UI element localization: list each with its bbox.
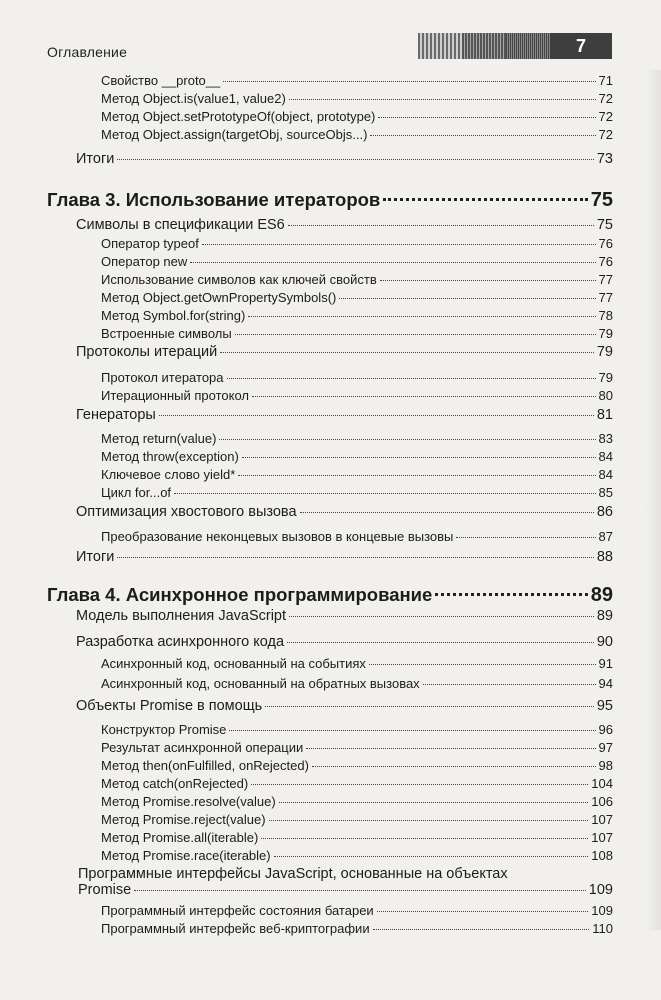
toc-entry-title: Метод Promise.all(iterable) xyxy=(101,830,259,845)
toc-entry xyxy=(101,449,613,464)
dot-leader xyxy=(117,158,594,160)
toc-entry xyxy=(101,388,613,403)
toc-entry-title: Promise xyxy=(78,882,132,898)
dot-leader xyxy=(288,224,594,226)
toc-entry xyxy=(101,485,613,500)
toc-entry xyxy=(101,467,613,482)
toc-entry xyxy=(101,73,613,88)
toc-entry-page: 77 xyxy=(598,290,613,305)
dot-leader xyxy=(456,536,595,538)
toc-entry-title: Оператор typeof xyxy=(101,236,199,251)
dot-leader xyxy=(252,395,596,397)
toc-entry-page: 80 xyxy=(598,388,613,403)
toc-entry-title: Оператор new xyxy=(101,254,188,269)
toc-entry xyxy=(101,272,613,287)
toc-entry-title: Метод throw(exception) xyxy=(101,449,239,464)
toc-entry xyxy=(101,236,613,251)
toc-entry-page: 104 xyxy=(591,776,613,791)
toc-entry-page: 76 xyxy=(598,236,613,251)
toc-entry-page: 89 xyxy=(596,608,613,624)
dot-leader xyxy=(134,889,586,891)
dot-leader xyxy=(235,333,596,335)
dot-leader xyxy=(312,765,596,767)
toc-entry xyxy=(101,529,613,544)
toc-entry xyxy=(101,740,613,755)
dot-leader xyxy=(202,243,596,245)
toc-entry-page: 79 xyxy=(598,326,613,341)
toc-entry xyxy=(76,608,613,624)
chapter-heading xyxy=(47,584,613,607)
dot-leader xyxy=(265,705,594,707)
toc-entry-title: Свойство __proto__ xyxy=(101,73,221,88)
toc-entry xyxy=(76,549,613,565)
dot-leader xyxy=(279,801,589,803)
toc-entry-title: Глава 4. Асинхронное программирование xyxy=(47,584,433,605)
toc-entry-title: Итоги xyxy=(76,151,115,167)
toc-entry-title: Протокол итератора xyxy=(101,370,224,385)
toc-entry xyxy=(101,290,613,305)
dot-leader xyxy=(251,783,588,785)
toc-entry-title: Программный интерфейс веб-криптографии xyxy=(101,921,370,936)
toc-entry-title: Преобразование неконцевых вызовов в концевые вызовы xyxy=(101,529,454,544)
toc-entry-page: 72 xyxy=(598,91,613,106)
dot-leader xyxy=(339,297,595,299)
page-number: 7 xyxy=(550,33,612,59)
dot-leader xyxy=(220,351,594,353)
toc-entry xyxy=(101,127,613,142)
toc-entry-page: 75 xyxy=(596,217,613,233)
dot-leader xyxy=(289,98,596,100)
toc-entry-page: 71 xyxy=(598,73,613,88)
dot-leader xyxy=(380,279,596,281)
toc-entry xyxy=(101,758,613,773)
toc-entry xyxy=(101,91,613,106)
toc-entry xyxy=(101,848,613,863)
dot-leader xyxy=(289,615,594,617)
toc-entry-title: Протоколы итераций xyxy=(76,344,218,360)
dot-leader xyxy=(227,377,596,379)
toc-entry-title: Программный интерфейс состояния батареи xyxy=(101,903,374,918)
toc-entry-page: 79 xyxy=(598,370,613,385)
dot-leader xyxy=(306,747,595,749)
dot-leader xyxy=(369,663,596,665)
dot-leader xyxy=(190,261,595,263)
toc-entry-page: 78 xyxy=(598,308,613,323)
dot-leader xyxy=(174,492,595,494)
toc-entry-page: 90 xyxy=(596,634,613,650)
toc-entry xyxy=(101,812,613,827)
toc-entry-page: 109 xyxy=(588,882,613,898)
toc-entry-title: Модель выполнения JavaScript xyxy=(76,608,287,624)
toc-entry-page: 85 xyxy=(598,485,613,500)
toc-entry-page: 81 xyxy=(596,407,613,423)
toc-entry-page: 95 xyxy=(596,698,613,714)
toc-entry xyxy=(101,676,613,691)
dot-leader xyxy=(377,910,589,912)
dot-leader xyxy=(378,116,595,118)
toc-entry-page: 98 xyxy=(598,758,613,773)
dot-leader xyxy=(287,641,594,643)
toc-entry-title: Результат асинхронной операции xyxy=(101,740,304,755)
toc-entry-page: 73 xyxy=(596,151,613,167)
page-edge-shadow xyxy=(645,70,661,930)
dot-leader xyxy=(219,438,595,440)
dot-leader xyxy=(435,592,587,596)
toc-entry-title: Метод Promise.race(iterable) xyxy=(101,848,271,863)
toc-entry-page: 79 xyxy=(596,344,613,360)
toc-entry-page: 107 xyxy=(591,812,613,827)
toc-entry-page: 87 xyxy=(598,529,613,544)
toc-entry-title: Метод Object.setPrototypeOf(object, prototype) xyxy=(101,109,376,124)
toc-entry-title: Метод return(value) xyxy=(101,431,217,446)
toc-entry-page: 77 xyxy=(598,272,613,287)
toc-entry xyxy=(101,370,613,385)
chapter-heading xyxy=(47,189,613,212)
toc-entry-title: Встроенные символы xyxy=(101,326,232,341)
dot-leader xyxy=(238,474,595,476)
toc-entry xyxy=(101,656,613,671)
dot-leader xyxy=(274,855,589,857)
toc-entry xyxy=(101,722,613,737)
dot-leader xyxy=(159,414,594,416)
toc-entry-page: 76 xyxy=(598,254,613,269)
toc-entry-title: Метод Object.getOwnPropertySymbols() xyxy=(101,290,337,305)
toc-entry xyxy=(76,344,613,360)
dot-leader xyxy=(383,197,587,201)
toc-entry xyxy=(101,903,613,918)
dot-leader xyxy=(370,134,595,136)
toc-entry-title: Программные интерфейсы JavaScript, основанные на объектах xyxy=(78,866,508,882)
toc-entry-page: 72 xyxy=(598,127,613,142)
toc-entry xyxy=(101,921,613,936)
toc-entry xyxy=(76,698,613,714)
toc-entry xyxy=(76,151,613,167)
toc-entry xyxy=(76,504,613,520)
toc-entry-page: 88 xyxy=(596,549,613,565)
toc-entry-title: Итоги xyxy=(76,549,115,565)
toc-entry-title: Метод then(onFulfilled, onRejected) xyxy=(101,758,309,773)
toc-entry-title: Ключевое слово yield* xyxy=(101,467,236,482)
dot-leader xyxy=(242,456,596,458)
dot-leader xyxy=(261,837,588,839)
toc-entry-title: Асинхронный код, основанный на обратных вызовах xyxy=(101,676,420,691)
toc-entry-page: 86 xyxy=(596,504,613,520)
toc-entry-page: 107 xyxy=(591,830,613,845)
toc-entry xyxy=(76,407,613,423)
toc-entry xyxy=(101,326,613,341)
header-stripe xyxy=(462,33,506,59)
dot-leader xyxy=(223,80,595,82)
toc-entry-title: Конструктор Promise xyxy=(101,722,227,737)
toc-entry-title: Глава 3. Использование итераторов xyxy=(47,189,381,210)
toc-entry-title: Оптимизация хвостового вызова xyxy=(76,504,297,520)
toc-entry-title: Разработка асинхронного кода xyxy=(76,634,285,650)
toc-entry-title: Символы в спецификации ES6 xyxy=(76,217,285,233)
toc-entry-page: 108 xyxy=(591,848,613,863)
toc-entry-page: 84 xyxy=(598,467,613,482)
toc-entry-title: Асинхронный код, основанный на событиях xyxy=(101,656,366,671)
toc-entry-page: 91 xyxy=(598,656,613,671)
dot-leader xyxy=(300,511,594,513)
toc-entry-title: Генераторы xyxy=(76,407,156,423)
dot-leader xyxy=(423,683,596,685)
dot-leader xyxy=(229,729,595,731)
toc-entry xyxy=(101,830,613,845)
toc-entry-page: 89 xyxy=(590,584,613,606)
toc-entry-title: Метод Object.assign(targetObj, sourceObjs...) xyxy=(101,127,368,142)
toc-entry-title: Метод Symbol.for(string) xyxy=(101,308,246,323)
toc-entry-page: 106 xyxy=(591,794,613,809)
dot-leader xyxy=(373,928,590,930)
toc-entry-page: 84 xyxy=(598,449,613,464)
toc-entry-title: Итерационный протокол xyxy=(101,388,249,403)
toc-entry-title: Объекты Promise в помощь xyxy=(76,698,263,714)
dot-leader xyxy=(117,556,594,558)
toc-entry xyxy=(101,109,613,124)
toc-entry xyxy=(101,776,613,791)
dot-leader xyxy=(248,315,595,317)
toc-entry-row xyxy=(78,882,613,898)
toc-entry-title: Метод Promise.resolve(value) xyxy=(101,794,276,809)
toc-entry xyxy=(101,254,613,269)
running-title: Оглавление xyxy=(47,44,128,60)
toc-entry xyxy=(101,794,613,809)
toc-entry-page: 94 xyxy=(598,676,613,691)
header-stripe xyxy=(506,33,550,59)
toc-entry-title: Метод Object.is(value1, value2) xyxy=(101,91,286,106)
toc-entry xyxy=(78,866,613,898)
toc-entry-title: Метод catch(onRejected) xyxy=(101,776,249,791)
toc-entry-page: 109 xyxy=(591,903,613,918)
toc-entry-page: 72 xyxy=(598,109,613,124)
toc-entry-page: 75 xyxy=(590,189,613,211)
toc-entry xyxy=(101,431,613,446)
toc-entry-page: 96 xyxy=(598,722,613,737)
dot-leader xyxy=(269,819,589,821)
toc-entry-page: 110 xyxy=(592,921,613,936)
toc-entry xyxy=(76,634,613,650)
toc-entry-title: Метод Promise.reject(value) xyxy=(101,812,266,827)
toc-entry-title: Использование символов как ключей свойств xyxy=(101,272,377,287)
page-header-band xyxy=(418,33,612,59)
toc-entry-page: 97 xyxy=(598,740,613,755)
header-stripe xyxy=(418,33,462,59)
toc-entry-title: Цикл for...of xyxy=(101,485,172,500)
toc-entry xyxy=(76,217,613,233)
toc-entry-page: 83 xyxy=(598,431,613,446)
toc-entry xyxy=(101,308,613,323)
